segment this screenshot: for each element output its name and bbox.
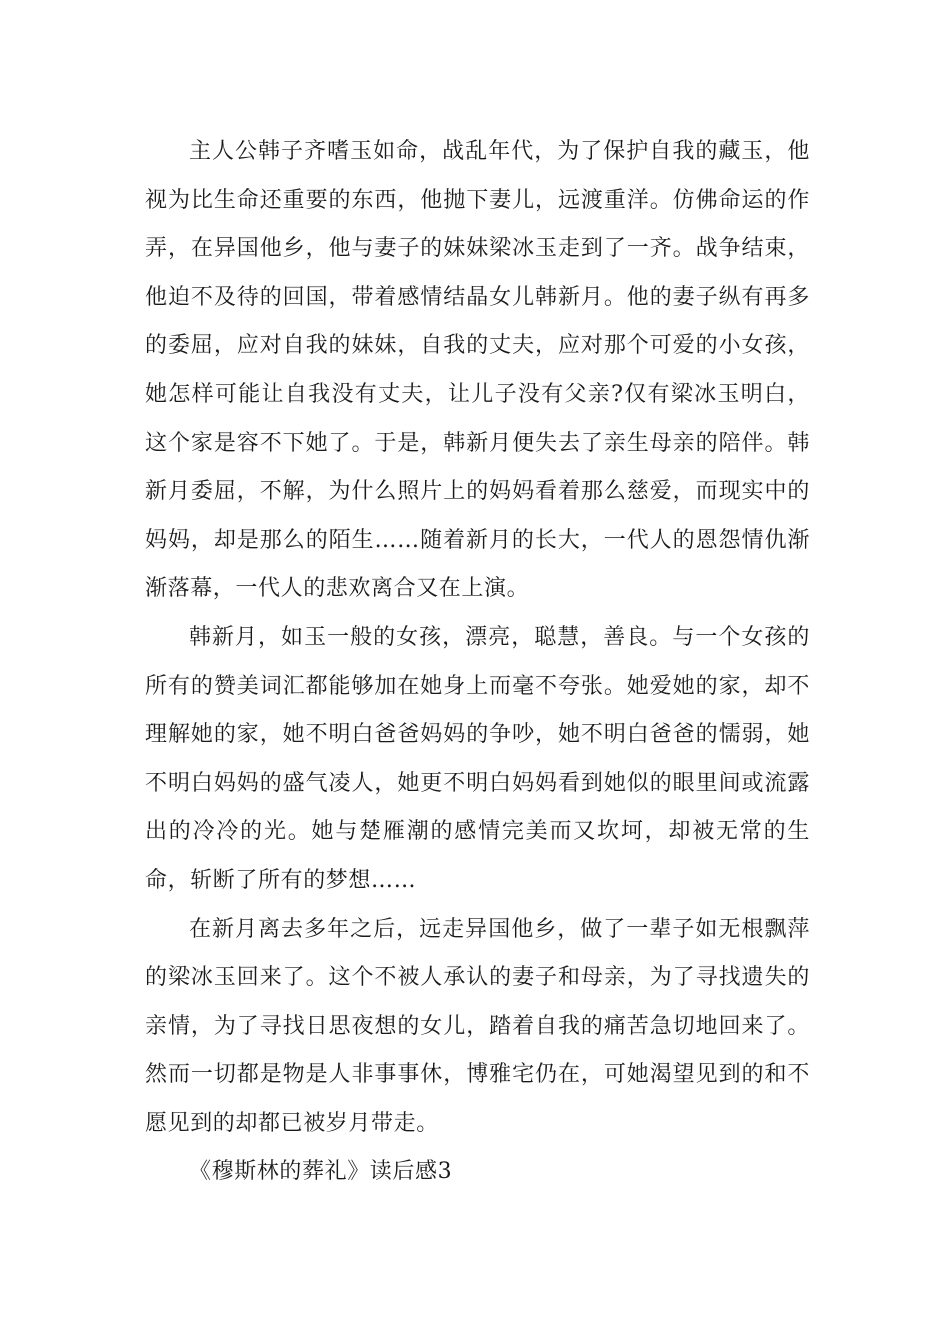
paragraph-3: 在新月离去多年之后，远走异国他乡，做了一辈子如无根飘萍的梁冰玉回来了。这个不被人承认的妻子和母亲，为了寻找遗失的亲情，为了寻找日思夜想的女儿，踏着自我的痛苦急切地回来了。然而一切都是物是人非事事休，博雅宅仍在，可她渴望见到的和不愿见到的却都已被岁月带走。 xyxy=(145,916,810,1136)
document-body xyxy=(145,128,810,1197)
section-heading: 《穆斯林的葬礼》读后感3 xyxy=(189,1159,453,1185)
paragraph-1: 主人公韩子齐嗜玉如命，战乱年代，为了保护自我的藏玉，他视为比生命还重要的东西，他抛下妻儿，远渡重洋。仿佛命运的作弄，在异国他乡，他与妻子的妹妹梁冰玉走到了一齐。战争结束，他迫不及待的回国，带着感情结晶女儿韩新月。他的妻子纵有再多的委屈，应对自我的妹妹，自我的丈夫，应对那个可爱的小女孩，她怎样可能让自我没有丈夫，让儿子没有父亲?仅有梁冰玉明白，这个家是容不下她了。于是，韩新月便失去了亲生母亲的陪伴。韩新月委屈，不解，为什么照片上的妈妈看着那么慈爱，而现实中的妈妈，却是那么的陌生……随着新月的长大，一代人的恩怨情仇渐渐落幕，一代人的悲欢离合又在上演。 xyxy=(145,139,810,602)
paragraph-2: 韩新月，如玉一般的女孩，漂亮，聪慧，善良。与一个女孩的所有的赞美词汇都能够加在她身上而毫不夸张。她爱她的家，却不理解她的家，她不明白爸爸妈妈的争吵，她不明白爸爸的懦弱，她不明白妈妈的盛气凌人，她更不明白妈妈看到她似的眼里间或流露出的冷冷的光。她与楚雁潮的感情完美而又坎坷，却被无常的生命，斩断了所有的梦想…… xyxy=(145,624,810,893)
